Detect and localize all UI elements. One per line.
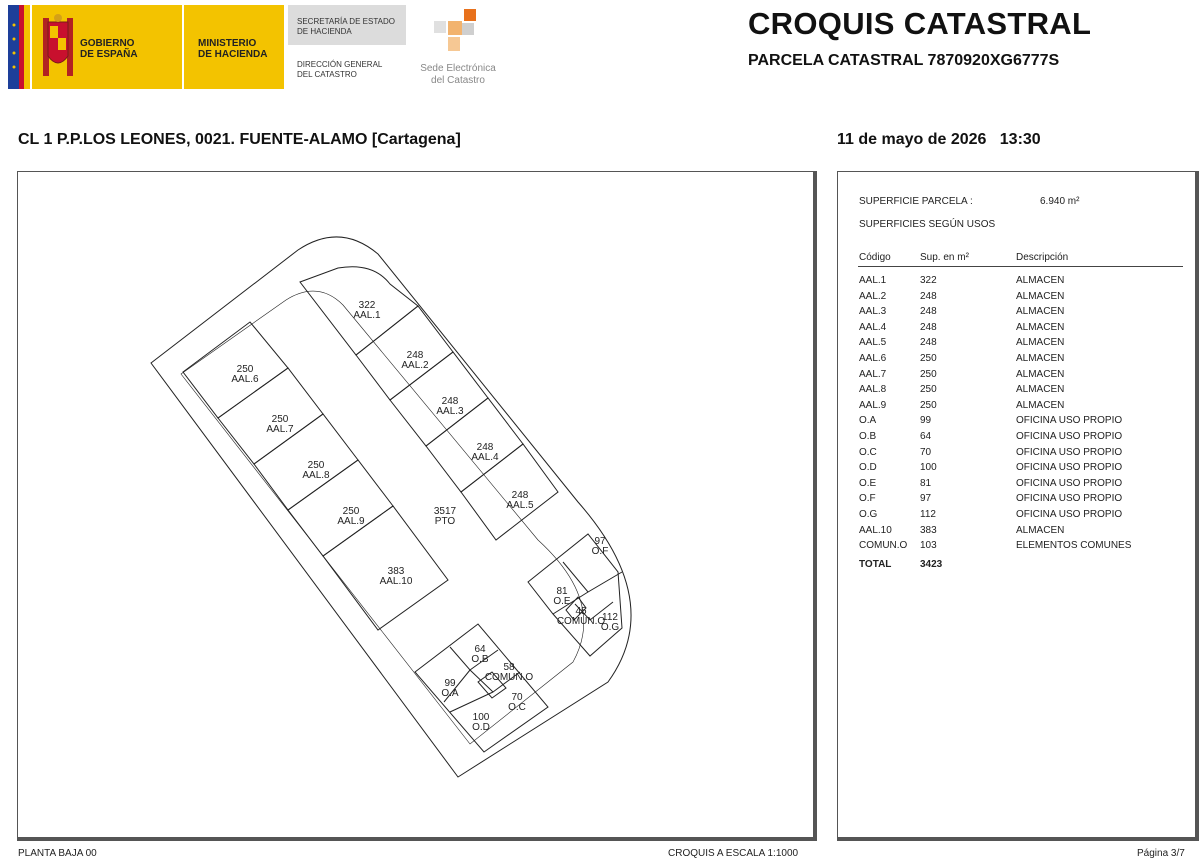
map-label-area: 100 [472,712,490,723]
cell-desc: ALMACEN [1016,275,1065,286]
cell-sup: 99 [920,415,932,427]
map-label-code: AAL.1 [353,310,381,321]
map-label-code: O.G [600,622,620,633]
min-line-1: MINISTERIO [198,38,257,49]
document-title: CROQUIS CATASTRAL [748,6,1092,41]
escala-label: CROQUIS A ESCALA 1:1000 [668,848,799,859]
cell-sup: 248 [920,306,937,318]
map-label-code: AAL.5 [506,500,534,511]
cell-desc: ALMACEN [1016,524,1065,536]
cell-desc: OFICINA USO PROPIO [1016,446,1123,458]
map-label-area: 248 [511,490,529,501]
map-label-code: AAL.4 [471,452,499,463]
cell-code: O.B [859,431,877,442]
cell-desc: OFICINA USO PROPIO [1016,462,1123,474]
cell-sup: 81 [920,477,932,489]
cell-code: O.C [859,446,877,458]
coat-of-arms-icon [40,12,76,84]
cell-desc: OFICINA USO PROPIO [1016,431,1123,442]
total-label: TOTAL [859,558,892,570]
cell-desc: ALMACEN [1016,337,1065,349]
map-label-code: AAL.6 [231,374,259,385]
map-label-code: AAL.7 [266,424,294,435]
cell-code: COMUN.O [859,540,908,552]
cell-desc: ALMACEN [1016,353,1065,364]
cell-sup: 248 [920,337,937,349]
cell-desc: ALMACEN [1016,384,1065,396]
superficie-value: 6.940 m² [1040,196,1080,207]
cell-code: AAL.4 [859,321,887,333]
cell-desc: OFICINA USO PROPIO [1016,493,1123,505]
map-label-area: 81 [556,586,568,597]
map-label-code: AAL.9 [337,516,365,527]
map-label-area: 99 [444,678,456,689]
cell-code: O.F [859,493,876,505]
cell-sup: 250 [920,368,937,380]
map-label-area: 112 [602,612,618,623]
map-label-area: 58 [503,662,515,673]
map-label-code: COMUN.O [556,616,606,627]
superficie-label: SUPERFICIE PARCELA : [859,196,973,207]
cell-code: AAL.9 [859,399,887,411]
cell-code: AAL.10 [859,524,892,536]
map-label-code: AAL.8 [302,470,330,481]
cell-desc: OFICINA USO PROPIO [1016,509,1123,520]
map-label-area: 248 [406,350,424,361]
col-header-desc: Descripción [1016,252,1069,263]
cell-desc: ALMACEN [1016,306,1065,318]
cell-code: O.D [859,462,877,474]
map-label-area: 322 [358,300,376,311]
unit-aal-6 [183,322,288,418]
cell-sup: 64 [920,431,932,442]
map-label-code: AAL.10 [379,576,413,587]
cell-sup: 250 [920,399,937,411]
map-label-code: O.B [471,654,489,665]
date-time [837,131,1041,149]
col-header-codigo: Código [859,252,891,263]
map-label-area: 248 [441,396,459,407]
planta-label: PLANTA BAJA 00 [18,848,97,859]
map-label-area: 250 [271,414,289,425]
table-header-rule [858,266,1183,267]
col-header-sup: Sup. en m² [920,252,969,263]
map-label-area: 250 [236,364,254,375]
cell-desc: OFICINA USO PROPIO [1016,415,1123,427]
cell-sup: 383 [920,524,937,536]
map-label-area: 70 [511,692,523,703]
cell-sup: 250 [920,353,937,364]
total-value: 3423 [920,558,943,570]
cell-code: O.A [859,415,877,427]
cell-sup: 250 [920,384,937,396]
cell-sup: 248 [920,290,937,302]
cell-sup: 103 [920,540,937,552]
sede-line-1: Sede Electrónica [420,63,496,74]
cell-sup: 70 [920,446,932,458]
cell-code: AAL.5 [859,337,887,349]
min-line-2: DE HACIENDA [198,49,268,60]
parcela-subtitle: PARCELA CATASTRAL 7870920XG6777S [748,52,1060,69]
cell-code: AAL.6 [859,353,887,364]
address: CL 1 P.P.LOS LEONES, 0021. FUENTE-ALAMO [Cartagena] [18,131,461,148]
sede-catastro-logo-icon [434,9,480,53]
sec-line-1: SECRETARÍA DE ESTADO [297,17,395,26]
map-label-code: O.D [472,722,490,733]
cell-desc: ALMACEN [1016,368,1065,380]
cell-code: AAL.7 [859,368,887,380]
usos-label: SUPERFICIES SEGÚN USOS [859,219,996,230]
map-label-code: PTO [434,516,456,527]
cell-code: AAL.3 [859,306,887,318]
cell-sup: 100 [920,462,937,474]
date: 11 de mayo de 2026 [837,131,987,148]
info-panel-frame [837,171,1199,841]
cell-desc: ALMACEN [1016,290,1065,302]
cell-code: O.E [859,477,877,489]
cell-sup: 322 [920,275,937,286]
map-label-area: 3517 [433,506,457,517]
map-label-area: 45 [575,606,587,617]
cell-desc: ELEMENTOS COMUNES [1016,540,1132,552]
cell-code: AAL.2 [859,290,887,302]
cell-code: AAL.1 [859,275,887,286]
map-label-area: 97 [594,536,606,547]
sec-line-2: DE HACIENDA [297,27,352,36]
map-label-code: AAL.3 [436,406,464,417]
spain-flag-icon [8,5,30,89]
cadastral-map [18,172,812,836]
cell-desc: ALMACEN [1016,399,1065,411]
cell-code: O.G [859,509,878,520]
gov-line-2: DE ESPAÑA [80,49,138,60]
cell-code: AAL.8 [859,384,887,396]
map-label-code: O.F [591,546,609,557]
page-number: Página 3/7 [1137,848,1185,859]
time: 13:30 [999,131,1041,148]
dir-line-1: DIRECCIÓN GENERAL [297,60,383,69]
cell-sup: 97 [920,493,932,505]
map-label-area: 250 [307,460,325,471]
cell-desc: ALMACEN [1016,321,1065,333]
gov-line-1: GOBIERNO [80,38,135,49]
cell-desc: OFICINA USO PROPIO [1016,477,1123,489]
map-label-area: 250 [342,506,360,517]
map-label-area: 383 [387,566,405,577]
cell-sup: 248 [920,321,937,333]
map-label-area: 248 [476,442,494,453]
map-label-code: COMUN.O [484,672,534,683]
cell-sup: 112 [920,509,936,520]
map-label-code: O.E [553,596,571,607]
sede-line-2: del Catastro [431,75,485,86]
map-label-code: AAL.2 [401,360,429,371]
map-label-code: O.C [508,702,526,713]
map-label-area: 64 [474,644,486,655]
map-label-code: O.A [441,688,459,699]
dir-line-2: DEL CATASTRO [297,70,357,79]
